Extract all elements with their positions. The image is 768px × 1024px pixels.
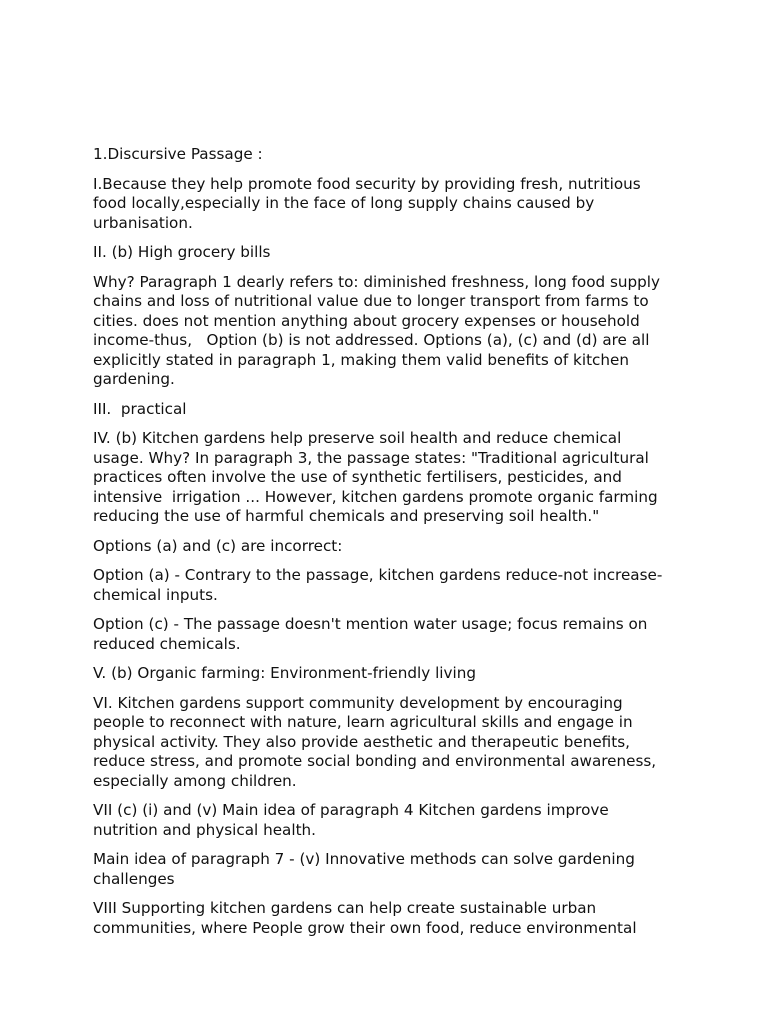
answer-paragraph <box>93 145 683 165</box>
answer-paragraph <box>93 801 683 840</box>
text-line: explicitly stated in paragraph 1, making them valid benefits of kitchen <box>93 350 629 369</box>
text-line: people to reconnect with nature, learn agricultural skills and engage in <box>93 713 633 731</box>
text-line: intensive irrigation ... However, kitchen gardens promote organic farming <box>93 487 658 506</box>
answer-paragraph <box>93 243 683 263</box>
answer-paragraph <box>93 429 683 527</box>
text-line: chains and loss of nutritional value due to longer transport from farms to <box>93 292 649 310</box>
text-line: VI. Kitchen gardens support community development by encouraging <box>93 693 623 712</box>
text-line: V. (b) Organic farming: Environment-friendly living <box>93 664 476 682</box>
text-line: Options (a) and (c) are incorrect: <box>93 536 343 555</box>
text-line: practices often involve the use of synthetic fertilisers, pesticides, and <box>93 468 622 486</box>
text-line: usage. Why? In paragraph 3, the passage states: "Traditional agricultural <box>93 448 649 467</box>
text-line: IV. (b) Kitchen gardens help preserve soil health and reduce chemical <box>93 429 622 447</box>
text-line: Main idea of paragraph 7 - (v) Innovative methods can solve gardening <box>93 850 635 868</box>
answer-paragraph <box>93 537 683 557</box>
text-line: food locally,especially in the face of long supply chains caused by <box>93 194 595 212</box>
text-line: communities, where People grow their own food, reduce environmental <box>93 918 637 937</box>
text-line: I.Because they help promote food security by providing fresh, nutritious <box>93 174 641 193</box>
answer-paragraph <box>93 850 683 889</box>
answer-paragraph <box>93 175 683 234</box>
answer-paragraph <box>93 694 683 792</box>
text-line: Why? Paragraph 1 dearly refers to: diminished freshness, long food supply <box>93 272 661 291</box>
text-line: II. (b) High grocery bills <box>93 243 271 261</box>
answer-paragraph <box>93 664 683 684</box>
text-line: VIII Supporting kitchen gardens can help create sustainable urban <box>93 899 597 917</box>
answer-paragraph <box>93 615 683 654</box>
text-line: nutrition and physical health. <box>93 820 316 839</box>
text-line: Option (a) - Contrary to the passage, kitchen gardens reduce-not increase- <box>93 566 663 584</box>
answer-paragraph <box>93 400 683 420</box>
text-line: III. practical <box>93 399 187 418</box>
text-line: Option (c) - The passage doesn't mention water usage; focus remains on <box>93 615 648 633</box>
text-line: reduce stress, and promote social bonding and environmental awareness, <box>93 752 657 770</box>
text-line: income-thus, Option (b) is not addressed. Options (a), (c) and (d) are all <box>93 331 650 349</box>
text-line: especially among children. <box>93 771 297 790</box>
text-line: gardening. <box>93 370 175 388</box>
text-line: VII (c) (i) and (v) Main idea of paragraph 4 Kitchen gardens improve <box>93 801 609 819</box>
text-line: reducing the use of harmful chemicals and preserving soil health." <box>93 507 600 525</box>
answer-paragraph <box>93 273 683 390</box>
text-line: urbanisation. <box>93 213 193 232</box>
document-page <box>93 145 683 948</box>
answer-paragraph <box>93 899 683 938</box>
text-line: cities. does not mention anything about grocery expenses or household <box>93 311 640 330</box>
text-line: challenges <box>93 869 175 888</box>
text-line: physical activity. They also provide aesthetic and therapeutic benefits, <box>93 732 630 751</box>
text-line: 1.Discursive Passage : <box>93 145 263 163</box>
answer-paragraph <box>93 566 683 605</box>
text-line: reduced chemicals. <box>93 634 241 653</box>
text-line: chemical inputs. <box>93 585 218 604</box>
